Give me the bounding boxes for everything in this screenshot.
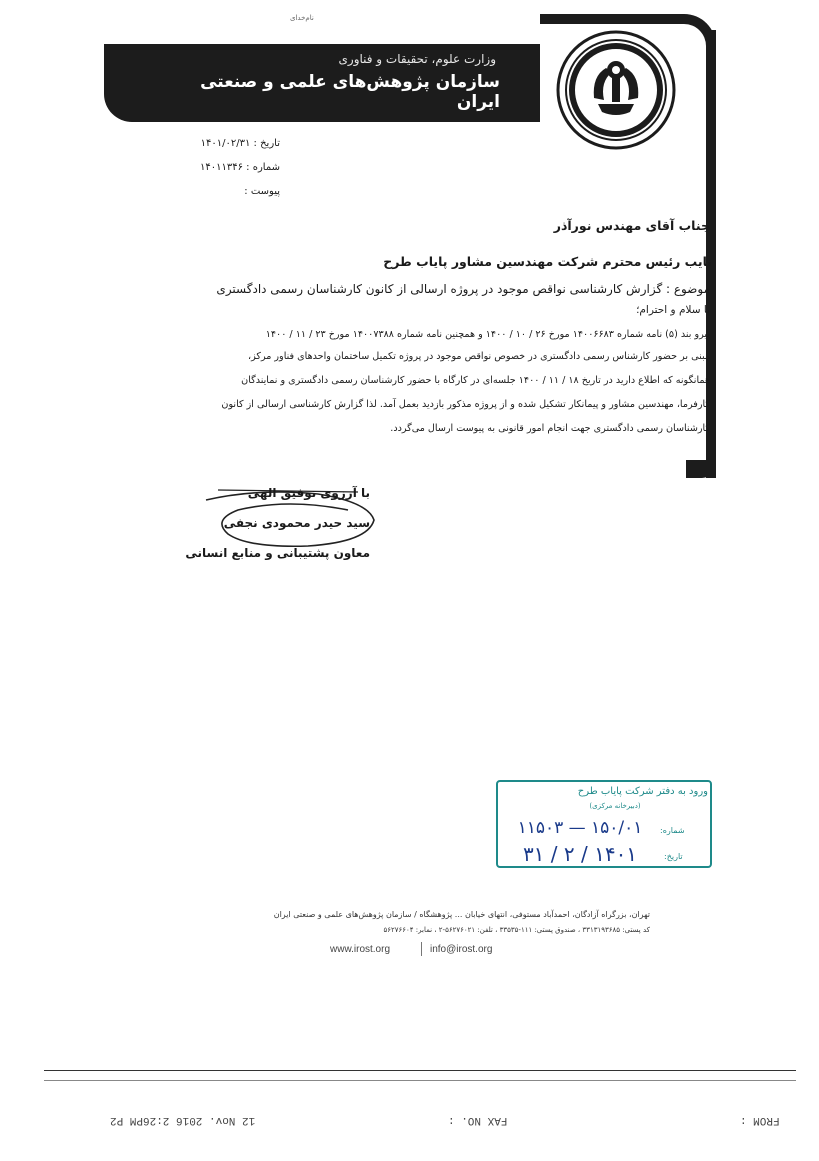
paragraph-line: کارفرما، مهندسین مشاور و پیمانکار تشکیل شده و از پروژه مذکور بازدید بعمل آمد. لذا گزارش کارشناسی ارسالی از کانون bbox=[221, 399, 710, 410]
organization-name: سازمان پژوهش‌های علمی و صنعتی ایران bbox=[200, 72, 500, 112]
date-value: ۱۴۰۱/۰۲/۳۱ bbox=[200, 138, 251, 149]
fax-timestamp: 12 Nov. 2016 2:26PM P2 bbox=[110, 1114, 256, 1126]
footer-website[interactable]: www.irost.org bbox=[330, 944, 391, 955]
stamp-date-value: ۱۴۰۱ / ۲ / ۳۱ bbox=[522, 842, 638, 866]
attachment-field bbox=[140, 186, 280, 197]
fax-rule bbox=[44, 1070, 796, 1071]
fax-from-label: FROM : bbox=[740, 1114, 780, 1126]
date-label: تاریخ : bbox=[253, 138, 280, 149]
date-field bbox=[140, 138, 280, 149]
addressee-title: نایب رئیس محترم شرکت مهندسین مشاور پایاب طرح bbox=[383, 254, 712, 269]
stamp-date-label: تاریخ: bbox=[664, 852, 683, 861]
stamp-number-label: شماره: bbox=[660, 826, 685, 835]
paragraph-line: همانگونه که اطلاع دارید در تاریخ ۱۸ / ۱۱ / ۱۴۰۰ جلسه‌ای در کارگاه با حضور کارشناسان رسمی دادگستری و نمایندگان bbox=[241, 375, 710, 386]
closing-line: با آرزوی توفیق الهی bbox=[247, 486, 370, 500]
stamp-number-value: ۱۵۰/۰۱ — ۱۱۵۰۳ bbox=[517, 818, 643, 838]
organization-logo-icon bbox=[554, 28, 678, 152]
ministry-name: وزارت علوم، تحقیقات و فناوری bbox=[338, 52, 496, 66]
footer-contacts: کد پستی: ۳۳۱۳۱۹۳۶۸۵ ، صندوق پستی: ۱۱۱-۳۳۵۳۵ ، تلفن: ۵۶۲۷۶۰۲۱-۲ ، نمابر: ۵۶۲۷۶۶۰۴ bbox=[383, 926, 650, 934]
footer-separator bbox=[421, 942, 422, 956]
addressee-name: جناب آقای مهندس نورآذر bbox=[553, 218, 710, 233]
paragraph-line: پیرو بند (۵) نامه شماره ۱۴۰۰۶۶۸۳ مورخ ۲۶ / ۱۰ / ۱۴۰۰ و همچنین نامه شماره ۱۴۰۰۷۳۸۸ مورخ ۲۳ / ۱۱ / ۱۴۰۰ bbox=[265, 329, 710, 340]
header-top-mark: نام‌خدای bbox=[290, 14, 314, 22]
stamp-subtitle: (دبیرخانه مرکزی) bbox=[589, 802, 641, 810]
paragraph-line: کارشناسان رسمی دادگستری جهت انجام امور قانونی به پیوست ارسال می‌گردد. bbox=[390, 423, 710, 434]
letter-subject: موضوع : گزارش کارشناسی نواقص موجود در پروژه ارسالی از کانون کارشناسان رسمی دادگستری bbox=[216, 282, 710, 296]
footer-address: تهران، بزرگراه آزادگان، احمدآباد مستوفی، انتهای خیابان ... پژوهشگاه / سازمان پژوهش‌های علمی و صنعتی ایران bbox=[273, 910, 650, 919]
attachment-label: پیوست : bbox=[244, 186, 280, 197]
footer-email[interactable]: info@irost.org bbox=[430, 944, 493, 955]
number-field bbox=[140, 162, 280, 173]
signatory-name: سید حیدر محمودی نجفی bbox=[223, 516, 370, 530]
number-value: ۱۴۰۱۱۳۴۶ bbox=[200, 162, 243, 173]
paragraph-line: مبنی بر حضور کارشناس رسمی دادگستری در خصوص نواقص موجود در پروژه تکمیل ساختمان واحدهای فناور مرکز، bbox=[247, 351, 710, 362]
stamp-title: ورود به دفتر شرکت پایاب طرح bbox=[577, 786, 708, 797]
fax-number-label: FAX NO. : bbox=[448, 1114, 508, 1126]
signatory-title: معاون پشتیبانی و منابع انسانی bbox=[185, 546, 370, 560]
number-label: شماره : bbox=[246, 162, 280, 173]
greeting: با سلام و احترام؛ bbox=[636, 304, 710, 316]
fax-rule-secondary bbox=[44, 1080, 796, 1081]
